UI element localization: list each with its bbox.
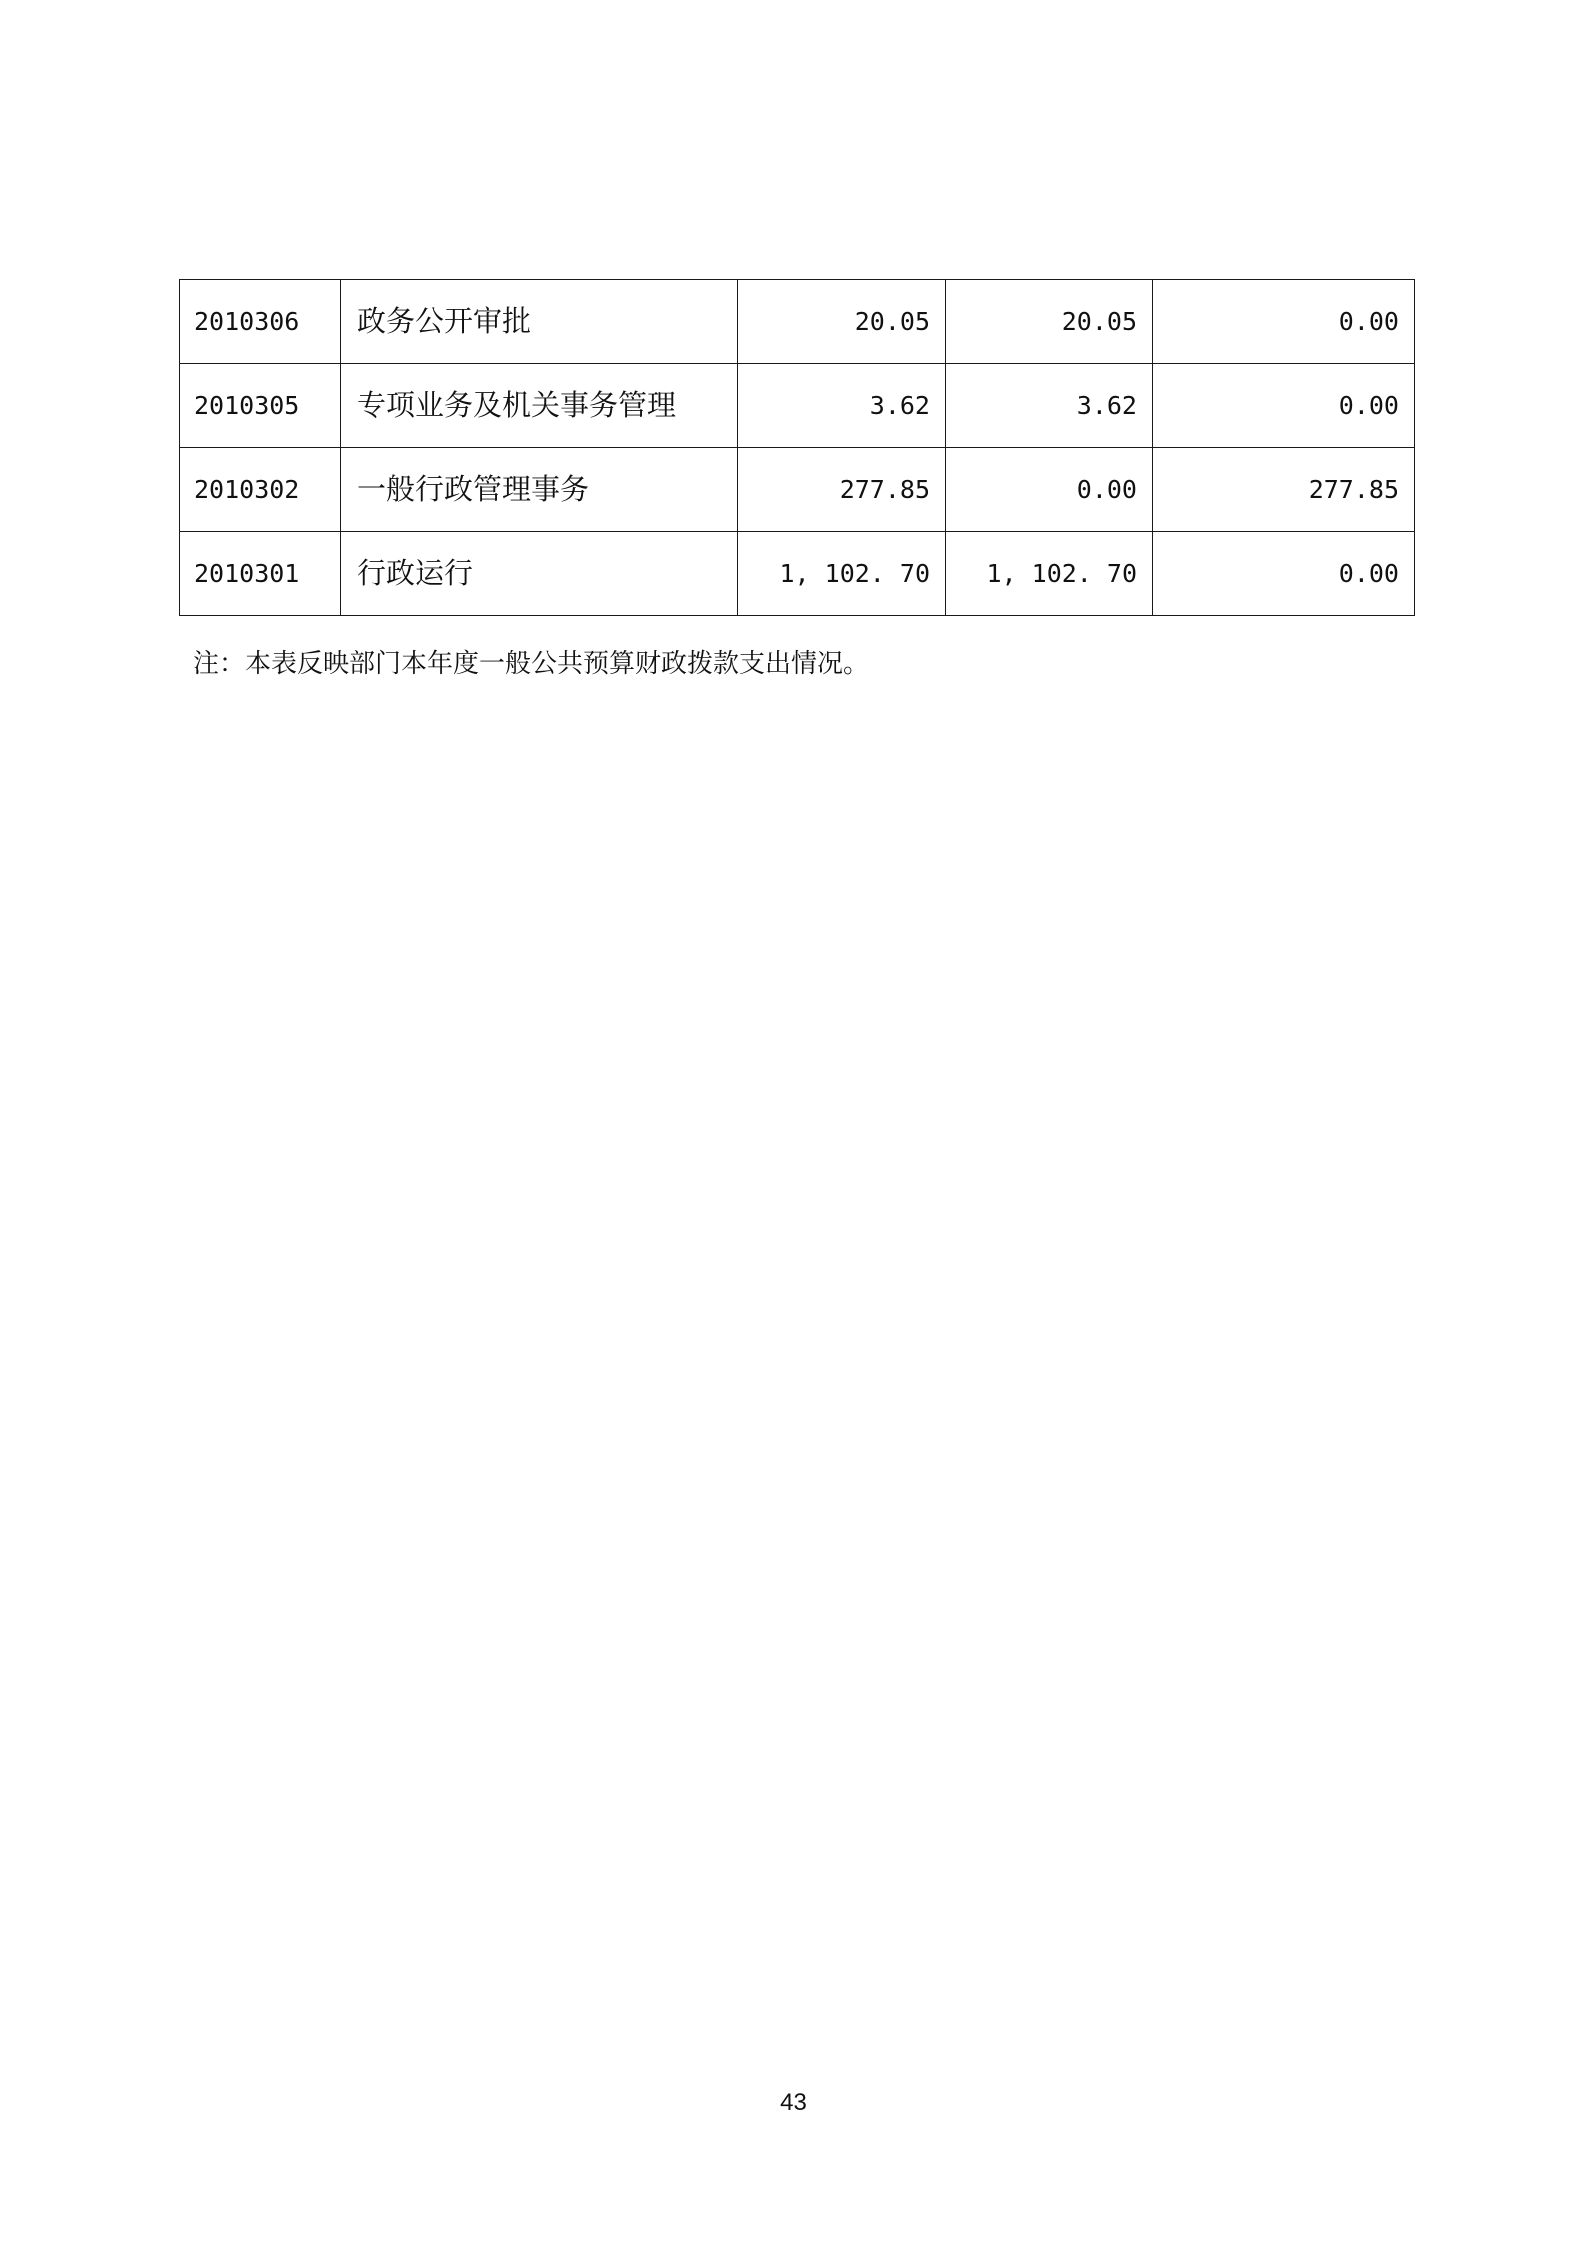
- total-amount: 277.85: [738, 448, 946, 532]
- project-expenditure: 0.00: [1153, 280, 1415, 364]
- item-name: 一般行政管理事务: [341, 448, 738, 532]
- project-expenditure: 277.85: [1153, 448, 1415, 532]
- total-amount: 3.62: [738, 364, 946, 448]
- item-code: 2010306: [180, 280, 341, 364]
- item-name: 政务公开审批: [341, 280, 738, 364]
- total-amount: 1, 102. 70: [738, 532, 946, 616]
- item-code: 2010305: [180, 364, 341, 448]
- basic-expenditure: 3.62: [946, 364, 1153, 448]
- table-note: 注：本表反映部门本年度一般公共预算财政拨款支出情况。: [193, 649, 870, 679]
- budget-table: [179, 279, 1415, 616]
- basic-expenditure: 0.00: [946, 448, 1153, 532]
- item-code: 2010301: [180, 532, 341, 616]
- basic-expenditure: 20.05: [946, 280, 1153, 364]
- item-name: 专项业务及机关事务管理: [341, 364, 738, 448]
- table-row: [180, 448, 1415, 532]
- item-code: 2010302: [180, 448, 341, 532]
- basic-expenditure: 1, 102. 70: [946, 532, 1153, 616]
- project-expenditure: 0.00: [1153, 364, 1415, 448]
- total-amount: 20.05: [738, 280, 946, 364]
- table-row: [180, 280, 1415, 364]
- page-number: 43: [780, 2089, 807, 2116]
- item-name: 行政运行: [341, 532, 738, 616]
- table-row: [180, 364, 1415, 448]
- project-expenditure: 0.00: [1153, 532, 1415, 616]
- table-row: [180, 532, 1415, 616]
